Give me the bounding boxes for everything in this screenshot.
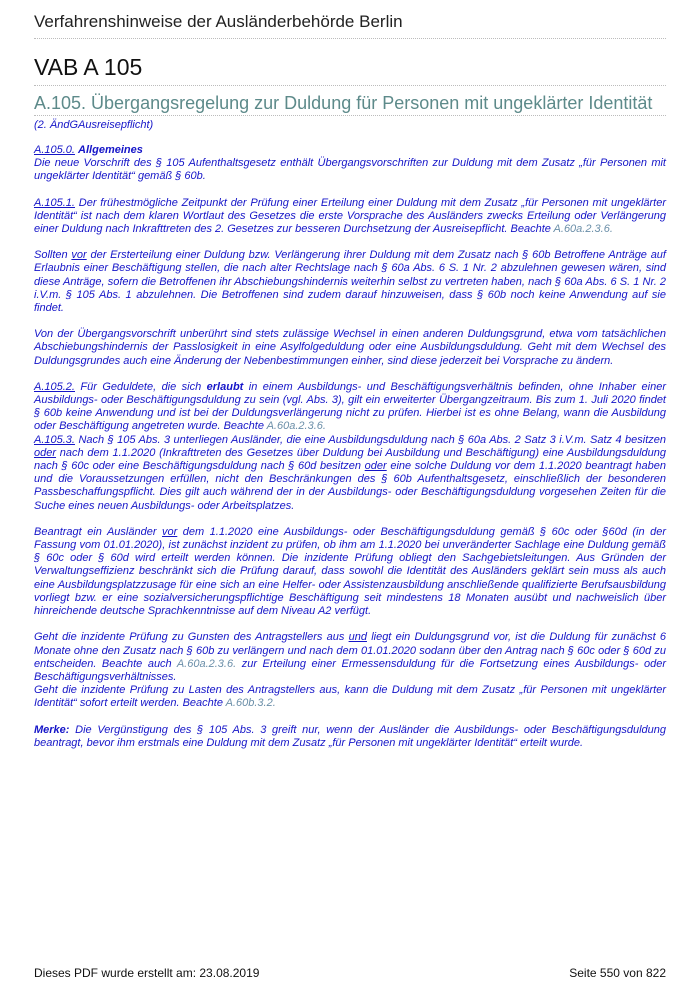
underlined-word: vor (71, 249, 87, 262)
paragraph-text: Der frühestmögliche Zeitpunkt der Prüfung einer Erteilung einer Duldung mit dem Zusatz „für Personen mit ungeklärter Identität“ ist nach dem klaren Wortlaut des Gesetzes die erste Vorsprache des Ausländers zwecks Erteilung oder Verlängerung einer Duldung nach Inkrafttreten des 2. Gesetzes zur besseren Durchsetzung der Ausreisepflicht. Beachte (34, 196, 666, 236)
section-number: A.105.3. (34, 433, 75, 446)
section-number: A.105.2. (34, 380, 75, 393)
bold-word: erlaubt (206, 380, 244, 393)
cross-reference-link[interactable]: A.60a.2.3.6. (553, 223, 613, 236)
text-span: Die Vergünstigung des § 105 Abs. 3 greift nur, wenn der Ausländer die Ausbildungs- oder Beschäftigungsduldung beantragt, bevor ihm erstmals eine Duldung mit dem Zusatz „für Personen mit ungeklärter Identität“ erteilt wurde. (34, 723, 666, 749)
text-span: in einem Ausbildungs- und Beschäftigungsverhältnis befinden, ohne Inhaber einer Ausbildungs- oder Beschäftigungsduldung zu sein (vgl. Abs. 3), gilt ein erweiterter Übergangzeitraum. Bis zum 1. Juli 2020 findet § 60b keine Anwendung und ist bei der Duldungsverlängerung nicht zu prüfen. Hierbei ist es ohne Belang, wann die Ausbildung oder Beschäftigung angetreten wurde. Beachte (34, 380, 666, 433)
paragraph-merke (34, 724, 666, 750)
cross-reference-link[interactable]: A.60a.2.3.6. (266, 420, 326, 433)
text-span: Sollten (34, 249, 68, 262)
document-body (34, 144, 666, 763)
footer-created-date: Dieses PDF wurde erstellt am: 23.08.2019 (34, 966, 260, 980)
section-number: A.105.1. (34, 196, 75, 209)
underlined-word: vor (162, 525, 178, 538)
paragraph-a1052 (34, 381, 666, 434)
section-title: A.105. Übergangsregelung zur Duldung für Personen mit ungeklärter Identität (34, 93, 666, 116)
text-span: Beantragt ein Ausländer (34, 525, 157, 538)
paragraph-zugunsten (34, 631, 666, 684)
text-span: dem 1.1.2020 eine Ausbildungs- oder Beschäftigungsduldung gemäß § 60c oder §60d (in der Fassung vom 01.01.2020), ist zunächst inzident zu prüfen, ob ihm am 1.1.2020 bei unveränderter Sachlage eine Duldung gemäß § 60c oder § 60d wird erteilt werden können. Die inzidente Prüfung obliegt den Sachgebietsleitungen. Aus Gründen der Verwaltungseffizienz beschränkt sich die Prüfung darauf, dass sowohl die Identität des Ausländers geklärt sein muss als auch eine Ausbildungsplatzzusage für eine sich an eine Helfer- oder Assistenzausbildung anschließende qualifizierte Berufsausbildung vorliegt bzw. er eine sozialversicherungspflichtige Beschäftigung seit mindestens 18 Monaten ausübt und nachweislich über hinreichende deutsche Sprachkenntnisse auf dem Niveau A2 verfügt. (34, 525, 666, 618)
section-number: A.105.0. (34, 144, 75, 156)
cross-reference-link[interactable]: A.60a.2.3.6. (176, 657, 237, 670)
paragraph-vor-ersterteilung (34, 249, 666, 315)
text-span: Geht die inzidente Prüfung zu Lasten des Antragstellers aus, kann die Duldung mit dem Zusatz „für Personen mit ungeklärter Identität“ sofort erteilt werden. Beachte (34, 684, 666, 710)
paragraph-uebergangsvorschrift (34, 328, 666, 368)
underlined-word: und (348, 631, 367, 644)
text-span: der Ersterteilung einer Duldung bzw. Verlängerung ihrer Duldung mit dem Zusatz nach § 60b Betroffene Anträge auf Erlaubnis einer Beschäftigung stellen, die nach alter Rechtslage nach § 60a Abs. 6 S. 1 Nr. 2 abzulehnen gewesen wären, sind diese Anträge, sofern die Betroffenen ihr Abschiebungshindernis weiterhin selbst zu vertreten haben, nach § 60a Abs. 6 S. 1 Nr. 2 i.V.m. § 105 Abs. 1 abzulehnen. Die Betroffenen sind zudem darauf hinzuweisen, dass § 60b noch keine Anwendung auf sie findet. (34, 249, 666, 315)
section-subtitle: (2. ÄndGAusreisepflicht) (34, 119, 154, 131)
page-header: Verfahrenshinweise der Ausländerbehörde Berlin (34, 12, 666, 39)
paragraph-a1051 (34, 197, 666, 237)
text-span: liegt ein Duldungsgrund vor, ist die Duldung für zunächst 6 Monate ohne den Zusatz nach § 60b zu verlängern und nach dem 01.01.2020 sodann über den Antrag nach § 60c oder § 60d zu entscheiden. Beachte auch (34, 631, 667, 670)
paragraph-text: Von der Übergangsvorschrift unberührt sind stets zulässige Wechsel in einen anderen Duldungsgrund, etwa vom tatsächlichen Abschiebungshindernis der Passlosigkeit in eine Asylfolgeduldung oder eine Ausbildungsduldung. Geht mit dem Wechsel des Duldungsgrundes auch eine Änderung der Nebenbestimmungen einher, sind diese jederzeit bei Vorsprache zu ändern. (34, 328, 666, 367)
paragraph-beantragt (34, 526, 666, 618)
cross-reference-link[interactable]: A.60b.3.2. (225, 697, 276, 710)
text-span: zur Erteilung einer Ermessensduldung für die Fortsetzung eines Ausbildungs- oder Beschäftigungsverhältnisses. (34, 657, 666, 683)
text-span: Nach § 105 Abs. 3 unterliegen Ausländer, die eine Ausbildungsduldung nach § 60a Abs. 2 Satz 3 i.V.m. Satz 4 besitzen (78, 433, 666, 446)
paragraph-a1053 (34, 434, 666, 513)
footer-page-number: Seite 550 von 822 (569, 966, 666, 980)
underlined-word: oder (34, 446, 57, 459)
paragraph-zulasten (34, 684, 666, 710)
paragraph-a1050 (34, 144, 666, 184)
text-span: Für Geduldete, die sich (80, 380, 202, 393)
paragraph-text: Die neue Vorschrift des § 105 Aufenthaltsgesetz enthält Übergangsvorschriften zur Duldung mit dem Zusatz „für Personen mit ungeklärter Identität“ gemäß § 60b. (34, 157, 666, 183)
text-span: eine solche Duldung vor dem 1.1.2020 beantragt haben und die Voraussetzungen erfüllen, nicht den Beschränkungen des § 60b Aufenthaltsgesetz, einschließlich der besonderen Passbeschaffungspflicht. Dies gilt auch während der in der Ausbildungs- oder Beschäftigungsduldung vorgesehen Zeiten für die Suche eines neuen Ausbildungs- oder Arbeitsplatzes. (34, 460, 667, 512)
merke-label: Merke: (34, 723, 70, 736)
section-heading: Allgemeines (78, 144, 143, 156)
text-span: Geht die inzidente Prüfung zu Gunsten des Antragstellers aus (34, 631, 345, 644)
underlined-word: oder (364, 460, 387, 473)
document-title: VAB A 105 (34, 54, 666, 86)
text-span: nach dem 1.1.2020 (Inkrafttreten des Gesetzes über Duldung bei Ausbildung und Beschäftigung) eine Ausbildungsduldung nach § 60c oder eine Beschäftigungsduldung nach § 60d besitzen (34, 446, 666, 473)
